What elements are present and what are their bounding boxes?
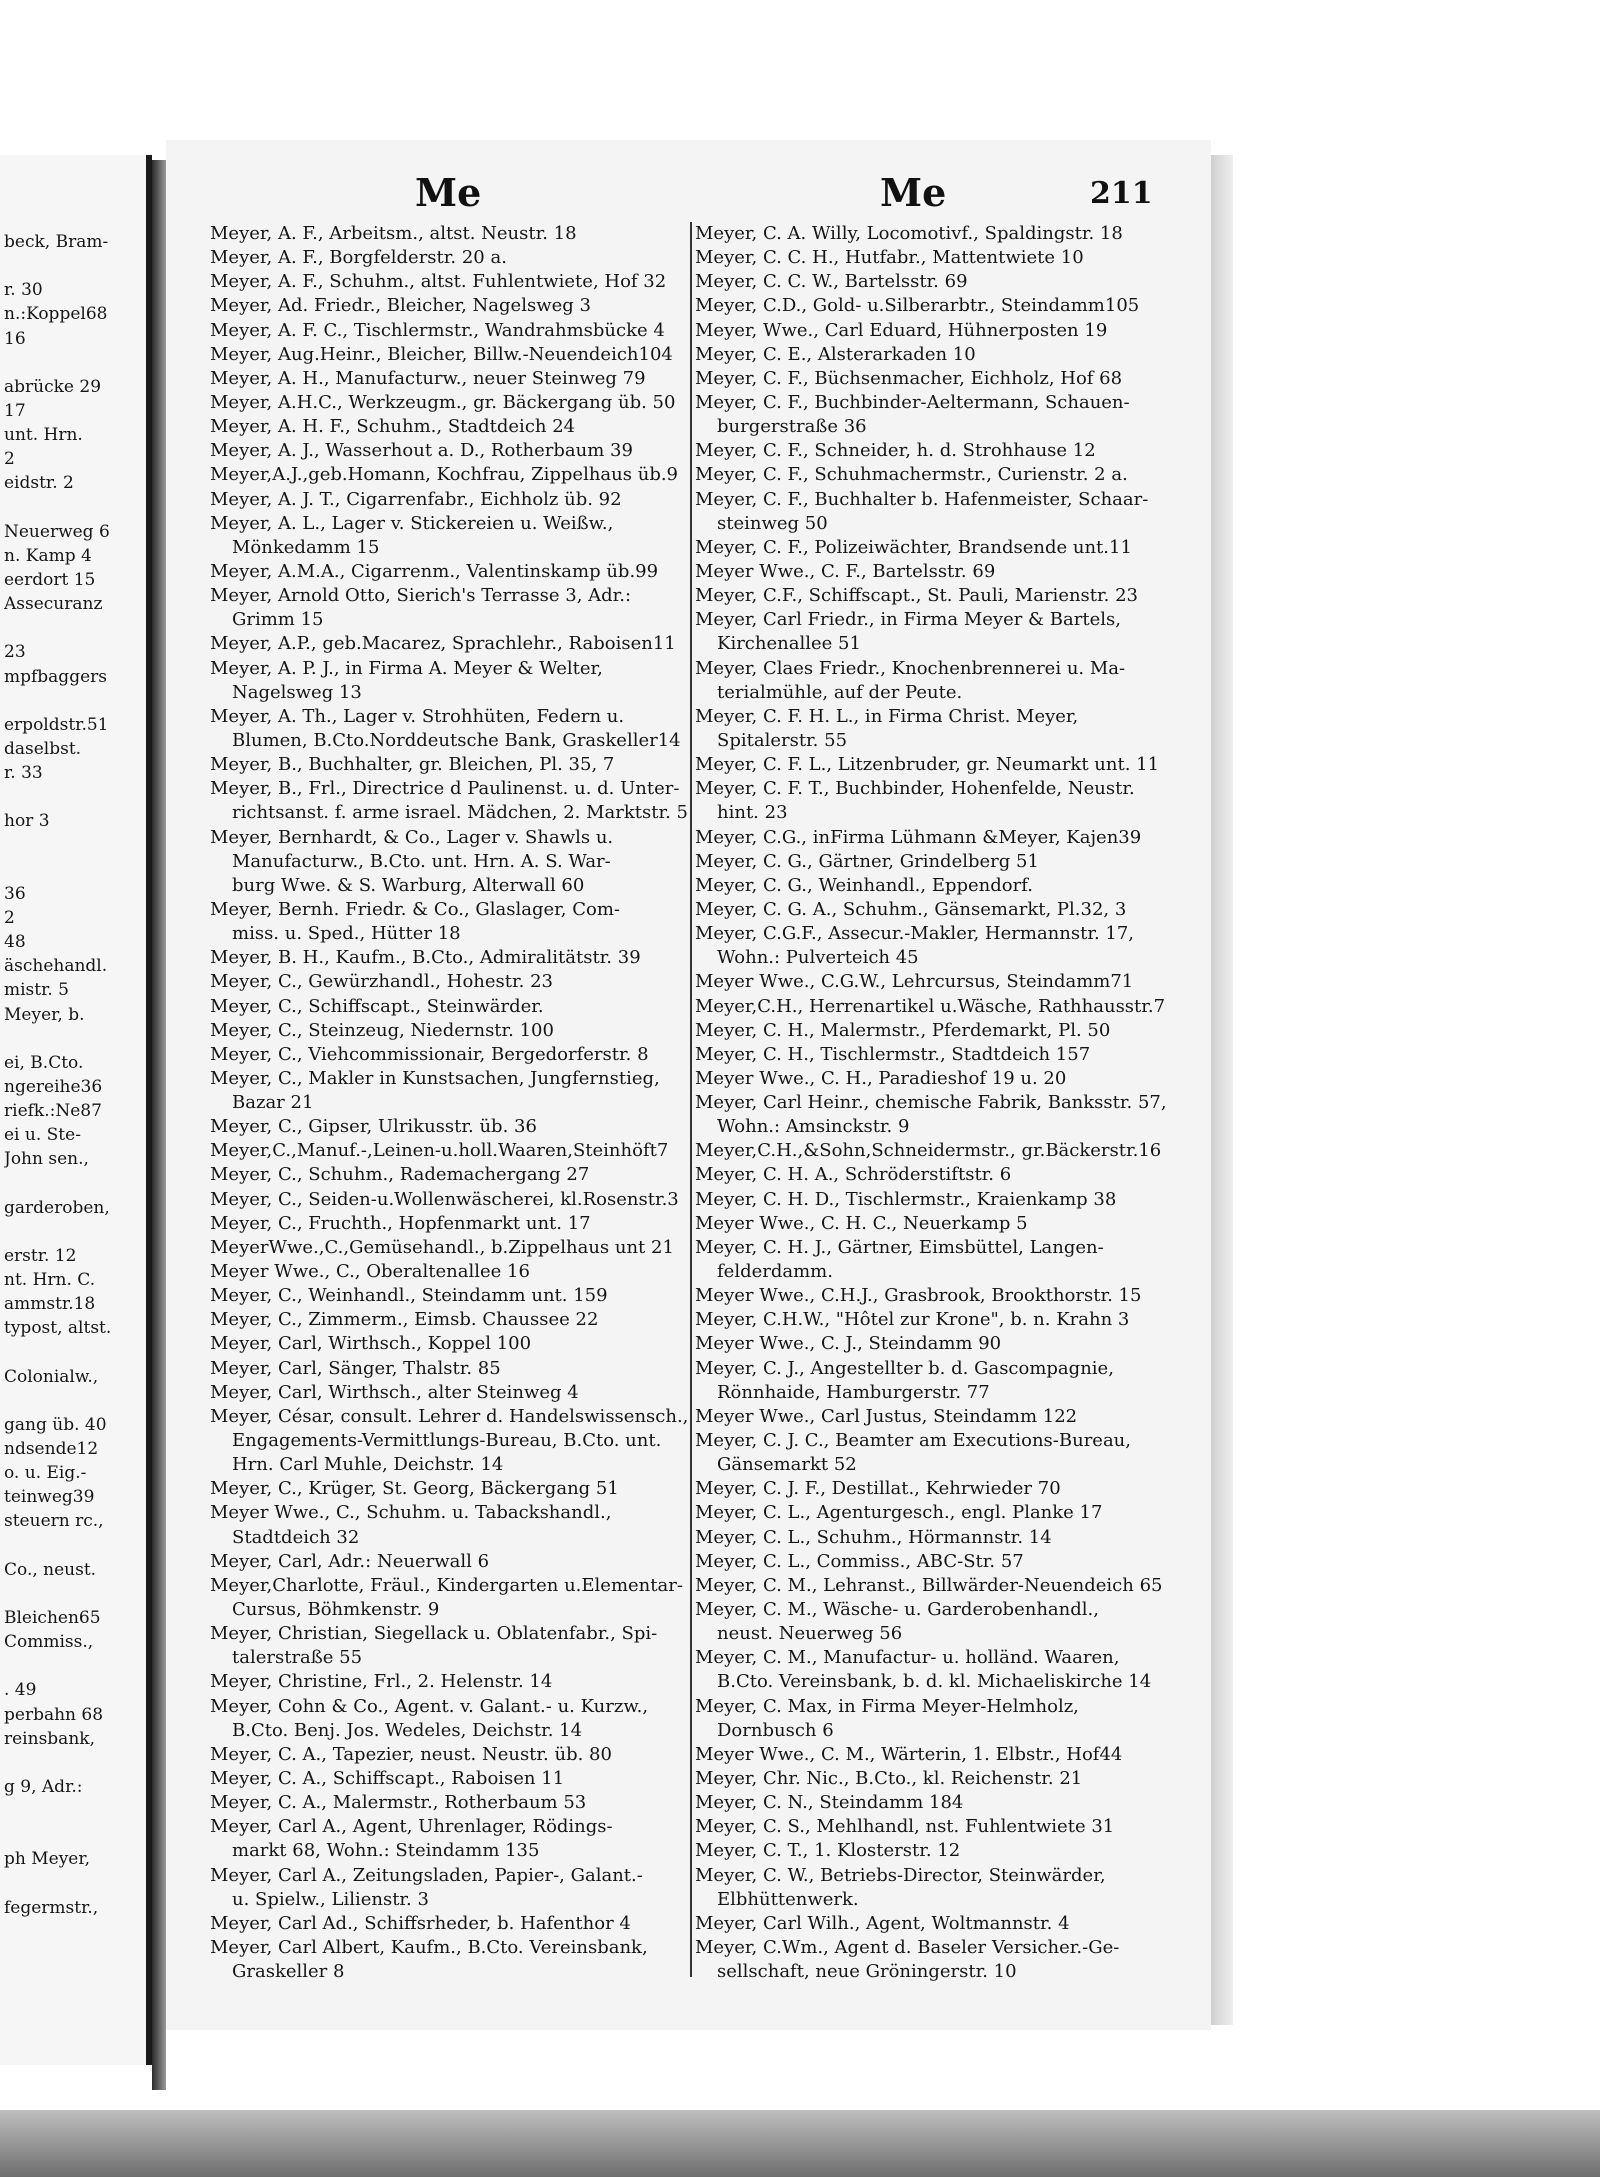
directory-entry-line: Meyer Wwe., C. J., Steindamm 90 xyxy=(695,1333,1002,1355)
directory-entry-line: u. Spielw., Lilienstr. 3 xyxy=(232,1888,429,1910)
fragment-line: riefk.:Ne87 xyxy=(4,1101,102,1122)
directory-entry-line: markt 68, Wohn.: Steindamm 135 xyxy=(232,1840,540,1862)
directory-entry-line: Rönnhaide, Hamburgerstr. 77 xyxy=(717,1381,990,1403)
fragment-line: n. Kamp 4 xyxy=(4,545,92,566)
fragment-line xyxy=(4,1220,150,1244)
column-divider xyxy=(690,222,692,1977)
fragment-line: ammstr.18 xyxy=(4,1294,96,1315)
directory-entry-line: Meyer, A. F., Schuhm., altst. Fuhlentwiete, Hof 32 xyxy=(210,271,667,293)
fragment-line: unt. Hrn. xyxy=(4,425,83,446)
fragment-line: eerdort 15 xyxy=(4,569,96,590)
directory-entry-line: Meyer, C. F. T., Buchbinder, Hohenfelde, Neustr. xyxy=(695,778,1135,800)
fragment-line xyxy=(4,1389,150,1413)
directory-entry-line: Meyer, A. F., Borgfelderstr. 20 a. xyxy=(210,247,507,269)
directory-entry-line: Meyer, Carl, Sänger, Thalstr. 85 xyxy=(210,1357,501,1379)
directory-entry-line: Meyer,Charlotte, Fräul., Kindergarten u.Elementar- xyxy=(210,1574,683,1596)
directory-entry-line: Meyer, A. Th., Lager v. Strohhüten, Federn u. xyxy=(210,705,625,727)
directory-entry-line: Meyer, A. H. F., Schuhm., Stadtdeich 24 xyxy=(210,416,576,438)
directory-entry-line: Meyer, C., Steinzeug, Niedernstr. 100 xyxy=(210,1019,554,1041)
fragment-line: erpoldstr.51 xyxy=(4,714,109,735)
directory-entry-line: Meyer, C. H., Malermstr., Pferdemarkt, Pl. 50 xyxy=(695,1019,1111,1041)
directory-entry-line: Meyer, C. F. H. L., in Firma Christ. Meyer, xyxy=(695,705,1079,727)
directory-entry-line: Meyer, Cohn & Co., Agent. v. Galant.- u. Kurzw., xyxy=(210,1695,649,1717)
directory-entry-line: Meyer, Wwe., Carl Eduard, Hühnerposten 19 xyxy=(695,319,1108,341)
directory-entry-line: Meyer, B., Frl., Directrice d Paulinenst. u. d. Unter- xyxy=(210,778,680,800)
directory-entry-line: Meyer, C., Makler in Kunstsachen, Jungfernstieg, xyxy=(210,1067,660,1089)
page-edge-right xyxy=(1211,155,1233,2025)
directory-entry-line: Meyer, C. M., Wäsche- u. Garderobenhandl., xyxy=(695,1599,1099,1621)
directory-entry-line: neust. Neuerweg 56 xyxy=(717,1623,903,1645)
fragment-line: äschehandl. xyxy=(4,956,108,977)
fragment-line: Neuerweg 6 xyxy=(4,521,110,542)
fragment-line: typost, altst. xyxy=(4,1318,112,1339)
directory-entry-line: Meyer Wwe., C.H.J., Grasbrook, Brookthorstr. 15 xyxy=(695,1285,1142,1307)
directory-entry-line: Meyer, C. A., Tapezier, neust. Neustr. üb. 80 xyxy=(210,1743,612,1765)
directory-entry-line: Meyer, C., Schuhm., Rademachergang 27 xyxy=(210,1164,590,1186)
fragment-line: reinsbank, xyxy=(4,1728,95,1749)
directory-entry-line: Gänsemarkt 52 xyxy=(717,1454,857,1476)
directory-entry-line: Meyer, C. A., Malermstr., Rotherbaum 53 xyxy=(210,1792,587,1814)
fragment-line xyxy=(4,1340,150,1364)
directory-entry-line: Blumen, B.Cto.Norddeutsche Bank, Graskeller14 xyxy=(232,729,681,751)
fragment-line xyxy=(4,1823,150,1847)
directory-entry-line: B.Cto. Benj. Jos. Wedeles, Deichstr. 14 xyxy=(232,1719,583,1741)
directory-entry-line: Meyer, C. J. F., Destillat., Kehrwieder 70 xyxy=(695,1478,1061,1500)
directory-entry-line: Mönkedamm 15 xyxy=(232,536,380,558)
fragment-line: teinweg39 xyxy=(4,1487,95,1508)
directory-entry-line: Meyer, C. E., Alsterarkaden 10 xyxy=(695,343,976,365)
directory-entry-line: Meyer Wwe., C., Oberaltenallee 16 xyxy=(210,1261,530,1283)
directory-entry-line: Meyer, Arnold Otto, Sierich's Terrasse 3, Adr.: xyxy=(210,585,632,607)
fragment-line: erstr. 12 xyxy=(4,1245,77,1266)
directory-entry-line: Meyer, C. Max, in Firma Meyer-Helmholz, xyxy=(695,1695,1079,1717)
fragment-line xyxy=(4,1799,150,1823)
directory-entry-line: Meyer, C., Gewürzhandl., Hohestr. 23 xyxy=(210,971,553,993)
fragment-line: 17 xyxy=(4,400,26,421)
fragment-line: Meyer, b. xyxy=(4,1004,85,1025)
directory-entry-line: Meyer, C. C. W., Bartelsstr. 69 xyxy=(695,271,968,293)
directory-entry-line: Meyer,C.,Manuf.-,Leinen-u.holl.Waaren,Steinhöft7 xyxy=(210,1140,669,1162)
page-number: 211 xyxy=(1090,176,1153,211)
fragment-line: 23 xyxy=(4,642,26,663)
directory-entry-line: Meyer Wwe., C. F., Bartelsstr. 69 xyxy=(695,560,996,582)
directory-entry-line: Meyer, C. M., Manufactur- u. holländ. Waaren, xyxy=(695,1647,1120,1669)
directory-entry-line: Meyer, C. G. A., Schuhm., Gänsemarkt, Pl.32, 3 xyxy=(695,898,1127,920)
directory-column-left xyxy=(210,222,690,1984)
directory-entry-line: Meyer, C. L., Schuhm., Hörmannstr. 14 xyxy=(695,1526,1052,1548)
fragment-line: g 9, Adr.: xyxy=(4,1777,83,1797)
directory-entry-line: Meyer, C. H. J., Gärtner, Eimsbüttel, Langen- xyxy=(695,1236,1104,1258)
fragment-line: ei, B.Cto. xyxy=(4,1052,84,1073)
directory-entry-line: Meyer, A. F., Arbeitsm., altst. Neustr. 18 xyxy=(210,223,577,244)
directory-entry-line: Meyer, Claes Friedr., Knochenbrennerei u. Ma- xyxy=(695,657,1126,679)
fragment-line: 2 xyxy=(4,907,15,928)
directory-entry-line: Meyer, C. A. Willy, Locomotivf., Spaldingstr. 18 xyxy=(695,223,1123,244)
directory-entry-line: Nagelsweg 13 xyxy=(232,681,362,703)
directory-entry-line: Stadtdeich 32 xyxy=(232,1526,360,1548)
directory-entry-line: Meyer, A.H.C., Werkzeugm., gr. Bäckergang üb. 50 xyxy=(210,391,676,413)
directory-entry-line: Meyer, C., Viehcommissionair, Bergedorferstr. 8 xyxy=(210,1043,649,1065)
directory-entry-line: Meyer, Aug.Heinr., Bleicher, Billw.-Neuendeich104 xyxy=(210,343,673,365)
directory-entry-line: Meyer, Carl A., Zeitungsladen, Papier-, Galant.- xyxy=(210,1864,643,1886)
directory-entry-line: Manufacturw., B.Cto. unt. Hrn. A. S. War- xyxy=(232,850,611,872)
fragment-line: perbahn 68 xyxy=(4,1704,104,1725)
fragment-line: ngereihe36 xyxy=(4,1076,103,1097)
directory-entry-line: Meyer, Carl Ad., Schiffsrheder, b. Hafenthor 4 xyxy=(210,1912,631,1934)
fragment-line xyxy=(4,1654,150,1678)
directory-entry-line: Meyer, Carl, Wirthsch., Koppel 100 xyxy=(210,1333,532,1355)
directory-entry-line: sellschaft, neue Gröningerstr. 10 xyxy=(717,1961,1017,1983)
fragment-line xyxy=(4,351,150,375)
directory-entry-line: Meyer, C. N., Steindamm 184 xyxy=(695,1792,964,1814)
directory-entry-line: Meyer, C. J., Angestellter b. d. Gascompagnie, xyxy=(695,1357,1114,1379)
directory-entry-line: Meyer, A. P. J., in Firma A. Meyer & Welter, xyxy=(210,657,603,679)
fragment-line: abrücke 29 xyxy=(4,376,102,397)
fragment-line: eidstr. 2 xyxy=(4,473,74,494)
directory-entry-line: Meyer, Carl Albert, Kaufm., B.Cto. Vereinsbank, xyxy=(210,1936,648,1958)
fragment-line xyxy=(4,1872,150,1896)
directory-entry-line: Meyer, Christine, Frl., 2. Helenstr. 14 xyxy=(210,1671,553,1693)
fragment-line: Colonialw., xyxy=(4,1366,99,1387)
fragment-line: steuern rc., xyxy=(4,1511,104,1532)
fragment-line: ei u. Ste- xyxy=(4,1125,81,1146)
fragment-line: beck, Bram- xyxy=(4,232,109,252)
left-page-text-column xyxy=(4,230,150,1920)
left-column-heading: Me xyxy=(415,170,482,215)
directory-entry-line: Meyer, A. L., Lager v. Stickereien u. Weißw., xyxy=(210,512,614,534)
directory-entry-line: Meyer, C., Krüger, St. Georg, Bäckergang 51 xyxy=(210,1478,619,1500)
fragment-line: o. u. Eig.- xyxy=(4,1463,87,1484)
directory-entry-line: Meyer, Bernhardt, & Co., Lager v. Shawls u. xyxy=(210,826,614,848)
fragment-line: gang üb. 40 xyxy=(4,1414,107,1435)
directory-entry-line: burg Wwe. & S. Warburg, Alterwall 60 xyxy=(232,874,585,896)
fragment-line xyxy=(4,496,150,520)
directory-entry-line: Meyer Wwe., Carl Justus, Steindamm 122 xyxy=(695,1405,1078,1427)
directory-entry-line: Meyer, C. S., Mehlhandl, nst. Fuhlentwiete 31 xyxy=(695,1816,1115,1838)
directory-entry-line: Meyer, C. F., Polizeiwächter, Brandsende unt.11 xyxy=(695,536,1132,558)
directory-entry-line: Meyer Wwe., C. H. C., Neuerkamp 5 xyxy=(695,1212,1028,1234)
directory-entry-line: Meyer, C.G., inFirma Lühmann &Meyer, Kajen39 xyxy=(695,826,1142,848)
directory-entry-line: Meyer, C. L., Agenturgesch., engl. Planke 17 xyxy=(695,1502,1103,1524)
fragment-line: 16 xyxy=(4,328,26,349)
fragment-line: 36 xyxy=(4,883,26,904)
directory-entry-line: Meyer Wwe., C. H., Paradieshof 19 u. 20 xyxy=(695,1067,1067,1089)
fragment-line: Bleichen65 xyxy=(4,1608,101,1629)
directory-entry-line: Wohn.: Pulverteich 45 xyxy=(717,947,919,969)
fragment-line xyxy=(4,1751,150,1775)
fragment-line xyxy=(4,785,150,809)
directory-entry-line: Meyer, C. M., Lehranst., Billwärder-Neuendeich 65 xyxy=(695,1574,1163,1596)
book-gutter xyxy=(152,160,166,2090)
directory-entry-line: Meyer, A.P., geb.Macarez, Sprachlehr., Raboisen11 xyxy=(210,633,676,655)
directory-entry-line: Meyer, C. H. A., Schröderstiftstr. 6 xyxy=(695,1164,1012,1186)
directory-entry-line: Meyer,C.H., Herrenartikel u.Wäsche, Rathhausstr.7 xyxy=(695,995,1166,1017)
directory-entry-line: hint. 23 xyxy=(717,802,788,824)
directory-entry-line: Meyer, C., Seiden-u.Wollenwäscherei, kl.Rosenstr.3 xyxy=(210,1188,679,1210)
directory-entry-line: Meyer, C.H.W., "Hôtel zur Krone", b. n. Krahn 3 xyxy=(695,1309,1130,1331)
directory-entry-line: Meyer, A. H., Manufacturw., neuer Steinweg 79 xyxy=(210,367,646,389)
fragment-line xyxy=(4,834,150,858)
directory-entry-line: Meyer,A.J.,geb.Homann, Kochfrau, Zippelhaus üb.9 xyxy=(210,464,679,486)
fragment-line xyxy=(4,254,150,278)
directory-entry-line: Meyer, C. T., 1. Klosterstr. 12 xyxy=(695,1840,961,1862)
fragment-line: r. 30 xyxy=(4,280,43,301)
directory-entry-line: Meyer, C.G.F., Assecur.-Makler, Hermannstr. 17, xyxy=(695,923,1135,945)
fragment-line: garderoben, xyxy=(4,1197,110,1218)
fragment-line xyxy=(4,1582,150,1606)
directory-entry-line: Meyer, César, consult. Lehrer d. Handelswissensch., xyxy=(210,1405,689,1427)
directory-entry-line: Dornbusch 6 xyxy=(717,1719,834,1741)
directory-entry-line: Meyer,C.H.,&Sohn,Schneidermstr., gr.Bäckerstr.16 xyxy=(695,1140,1162,1162)
fragment-line: Assecuranz xyxy=(4,594,103,615)
directory-entry-line: Meyer, C. W., Betriebs-Director, Steinwärder, xyxy=(695,1864,1106,1886)
directory-entry-line: Spitalerstr. 55 xyxy=(717,729,848,751)
directory-entry-line: steinweg 50 xyxy=(717,512,828,534)
directory-entry-line: Meyer, Carl Wilh., Agent, Woltmannstr. 4 xyxy=(695,1912,1070,1934)
directory-entry-line: miss. u. Sped., Hütter 18 xyxy=(232,923,461,945)
scan-bottom-band xyxy=(0,2110,1600,2177)
directory-entry-line: Meyer, Chr. Nic., B.Cto., kl. Reichenstr. 21 xyxy=(695,1768,1083,1789)
directory-entry-line: Meyer, C.D., Gold- u.Silberarbtr., Steindamm105 xyxy=(695,295,1140,317)
directory-entry-line: Meyer, C. F., Buchbinder-Aeltermann, Schauen- xyxy=(695,391,1130,413)
directory-entry-line: Meyer, Carl Heinr., chemische Fabrik, Banksstr. 57, xyxy=(695,1092,1167,1114)
fragment-line: mistr. 5 xyxy=(4,980,69,1001)
directory-entry-line: Meyer, B., Buchhalter, gr. Bleichen, Pl. 35, 7 xyxy=(210,754,615,776)
directory-entry-line: Bazar 21 xyxy=(232,1092,314,1114)
directory-entry-line: talerstraße 55 xyxy=(232,1647,363,1669)
fragment-line: John sen., xyxy=(4,1149,89,1170)
directory-entry-line: Elbhüttenwerk. xyxy=(717,1888,859,1910)
fragment-line xyxy=(4,616,150,640)
directory-entry-line: Meyer, Bernh. Friedr. & Co., Glaslager, Com- xyxy=(210,898,620,920)
directory-entry-line: MeyerWwe.,C.,Gemüsehandl., b.Zippelhaus unt 21 xyxy=(210,1236,674,1258)
directory-entry-line: Meyer, B. H., Kaufm., B.Cto., Admiralitätstr. 39 xyxy=(210,947,641,969)
directory-entry-line: Meyer, C.Wm., Agent d. Baseler Versicher.-Ge- xyxy=(695,1936,1120,1958)
directory-entry-line: Meyer, C., Schiffscapt., Steinwärder. xyxy=(210,995,544,1017)
directory-entry-line: Meyer, C. F., Büchsenmacher, Eichholz, Hof 68 xyxy=(695,367,1123,389)
directory-entry-line: Meyer Wwe., C., Schuhm. u. Tabackshandl., xyxy=(210,1502,612,1524)
fragment-line: ndsende12 xyxy=(4,1439,99,1460)
fragment-line: r. 33 xyxy=(4,763,43,784)
fragment-line: 2 xyxy=(4,449,15,470)
directory-entry-line: Meyer, Carl, Adr.: Neuerwall 6 xyxy=(210,1550,490,1572)
directory-entry-line: Meyer, A. J. T., Cigarrenfabr., Eichholz üb. 92 xyxy=(210,488,622,510)
directory-entry-line: Meyer, C. F., Buchhalter b. Hafenmeister, Schaar- xyxy=(695,488,1149,510)
directory-entry-line: Wohn.: Amsinckstr. 9 xyxy=(717,1116,910,1138)
directory-entry-line: Meyer, Carl A., Agent, Uhrenlager, Rödings- xyxy=(210,1816,613,1838)
fragment-line: ph Meyer, xyxy=(4,1849,91,1870)
fragment-line: fegermstr., xyxy=(4,1897,99,1918)
directory-entry-line: richtsanst. f. arme israel. Mädchen, 2. Marktstr. 5 xyxy=(232,802,689,824)
fragment-line: mpfbaggers xyxy=(4,666,107,687)
directory-entry-line: Meyer, C., Zimmerm., Eimsb. Chaussee 22 xyxy=(210,1309,599,1331)
directory-entry-line: Engagements-Vermittlungs-Bureau, B.Cto. unt. xyxy=(232,1430,662,1452)
directory-entry-line: Meyer, C. J. C., Beamter am Executions-Bureau, xyxy=(695,1430,1131,1452)
directory-entry-line: Cursus, Böhmkenstr. 9 xyxy=(232,1599,440,1621)
directory-entry-line: Hrn. Carl Muhle, Deichstr. 14 xyxy=(232,1454,504,1476)
fragment-line xyxy=(4,689,150,713)
directory-entry-line: Meyer, C., Weinhandl., Steindamm unt. 159 xyxy=(210,1285,608,1307)
directory-entry-line: Meyer, C. G., Weinhandl., Eppendorf. xyxy=(695,874,1033,896)
fragment-line: . 49 xyxy=(4,1680,37,1701)
fragment-line: nt. Hrn. C. xyxy=(4,1270,96,1291)
directory-entry-line: Meyer Wwe., C.G.W., Lehrcursus, Steindamm71 xyxy=(695,971,1134,993)
directory-entry-line: Meyer, A. J., Wasserhout a. D., Rotherbaum 39 xyxy=(210,440,633,462)
directory-entry-line: felderdamm. xyxy=(717,1261,833,1283)
directory-entry-line: Meyer, C., Fruchth., Hopfenmarkt unt. 17 xyxy=(210,1212,591,1234)
directory-entry-line: Meyer, C. F., Schuhmachermstr., Curienstr. 2 a. xyxy=(695,464,1128,486)
directory-entry-line: Grimm 15 xyxy=(232,609,324,631)
directory-entry-line: Meyer, C. H. D., Tischlermstr., Kraienkamp 38 xyxy=(695,1188,1117,1210)
directory-entry-line: Meyer, C. H., Tischlermstr., Stadtdeich 157 xyxy=(695,1043,1091,1065)
fragment-line: n.:Koppel68 xyxy=(4,304,108,325)
directory-entry-line: Meyer, C. C. H., Hutfabr., Mattentwiete 10 xyxy=(695,247,1084,269)
directory-entry-line: Meyer Wwe., C. M., Wärterin, 1. Elbstr., Hof44 xyxy=(695,1743,1123,1765)
fragment-line: Co., neust. xyxy=(4,1559,97,1580)
fragment-line xyxy=(4,858,150,882)
directory-entry-line: Meyer, Carl Friedr., in Firma Meyer & Bartels, xyxy=(695,609,1121,631)
directory-entry-line: Meyer, C. G., Gärtner, Grindelberg 51 xyxy=(695,850,1039,872)
directory-entry-line: Meyer, Christian, Siegellack u. Oblatenfabr., Spi- xyxy=(210,1623,658,1645)
directory-entry-line: Meyer, C. A., Schiffscapt., Raboisen 11 xyxy=(210,1768,565,1789)
fragment-line: Commiss., xyxy=(4,1632,94,1653)
right-column-heading: Me xyxy=(880,170,947,215)
directory-entry-line: Meyer, C. L., Commiss., ABC-Str. 57 xyxy=(695,1550,1024,1572)
directory-entry-line: Meyer, C. F., Schneider, h. d. Strohhause 12 xyxy=(695,440,1096,462)
directory-entry-line: Meyer, C. F. L., Litzenbruder, gr. Neumarkt unt. 11 xyxy=(695,754,1160,776)
directory-column-right xyxy=(695,222,1175,1984)
fragment-line xyxy=(4,1027,150,1051)
directory-entry-line: Meyer, Ad. Friedr., Bleicher, Nagelsweg 3 xyxy=(210,295,591,317)
directory-entry-line: Meyer, Carl, Wirthsch., alter Steinweg 4 xyxy=(210,1381,579,1403)
fragment-line: hor 3 xyxy=(4,811,50,832)
fragment-line: daselbst. xyxy=(4,738,82,759)
fragment-line xyxy=(4,1534,150,1558)
directory-entry-line: burgerstraße 36 xyxy=(717,416,867,438)
directory-entry-line: B.Cto. Vereinsbank, b. d. kl. Michaeliskirche 14 xyxy=(717,1671,1152,1693)
directory-entry-line: Meyer, C., Gipser, Ulrikusstr. üb. 36 xyxy=(210,1116,537,1138)
directory-entry-line: Meyer, A. F. C., Tischlermstr., Wandrahmsbücke 4 xyxy=(210,319,665,341)
directory-entry-line: Kirchenallee 51 xyxy=(717,633,861,655)
directory-entry-line: Graskeller 8 xyxy=(232,1961,345,1983)
directory-entry-line: terialmühle, auf der Peute. xyxy=(717,681,963,703)
directory-entry-line: Meyer, A.M.A., Cigarrenm., Valentinskamp üb.99 xyxy=(210,560,659,582)
fragment-line: 48 xyxy=(4,932,26,953)
directory-entry-line: Meyer, C.F., Schiffscapt., St. Pauli, Marienstr. 23 xyxy=(695,585,1139,607)
fragment-line xyxy=(4,1171,150,1195)
